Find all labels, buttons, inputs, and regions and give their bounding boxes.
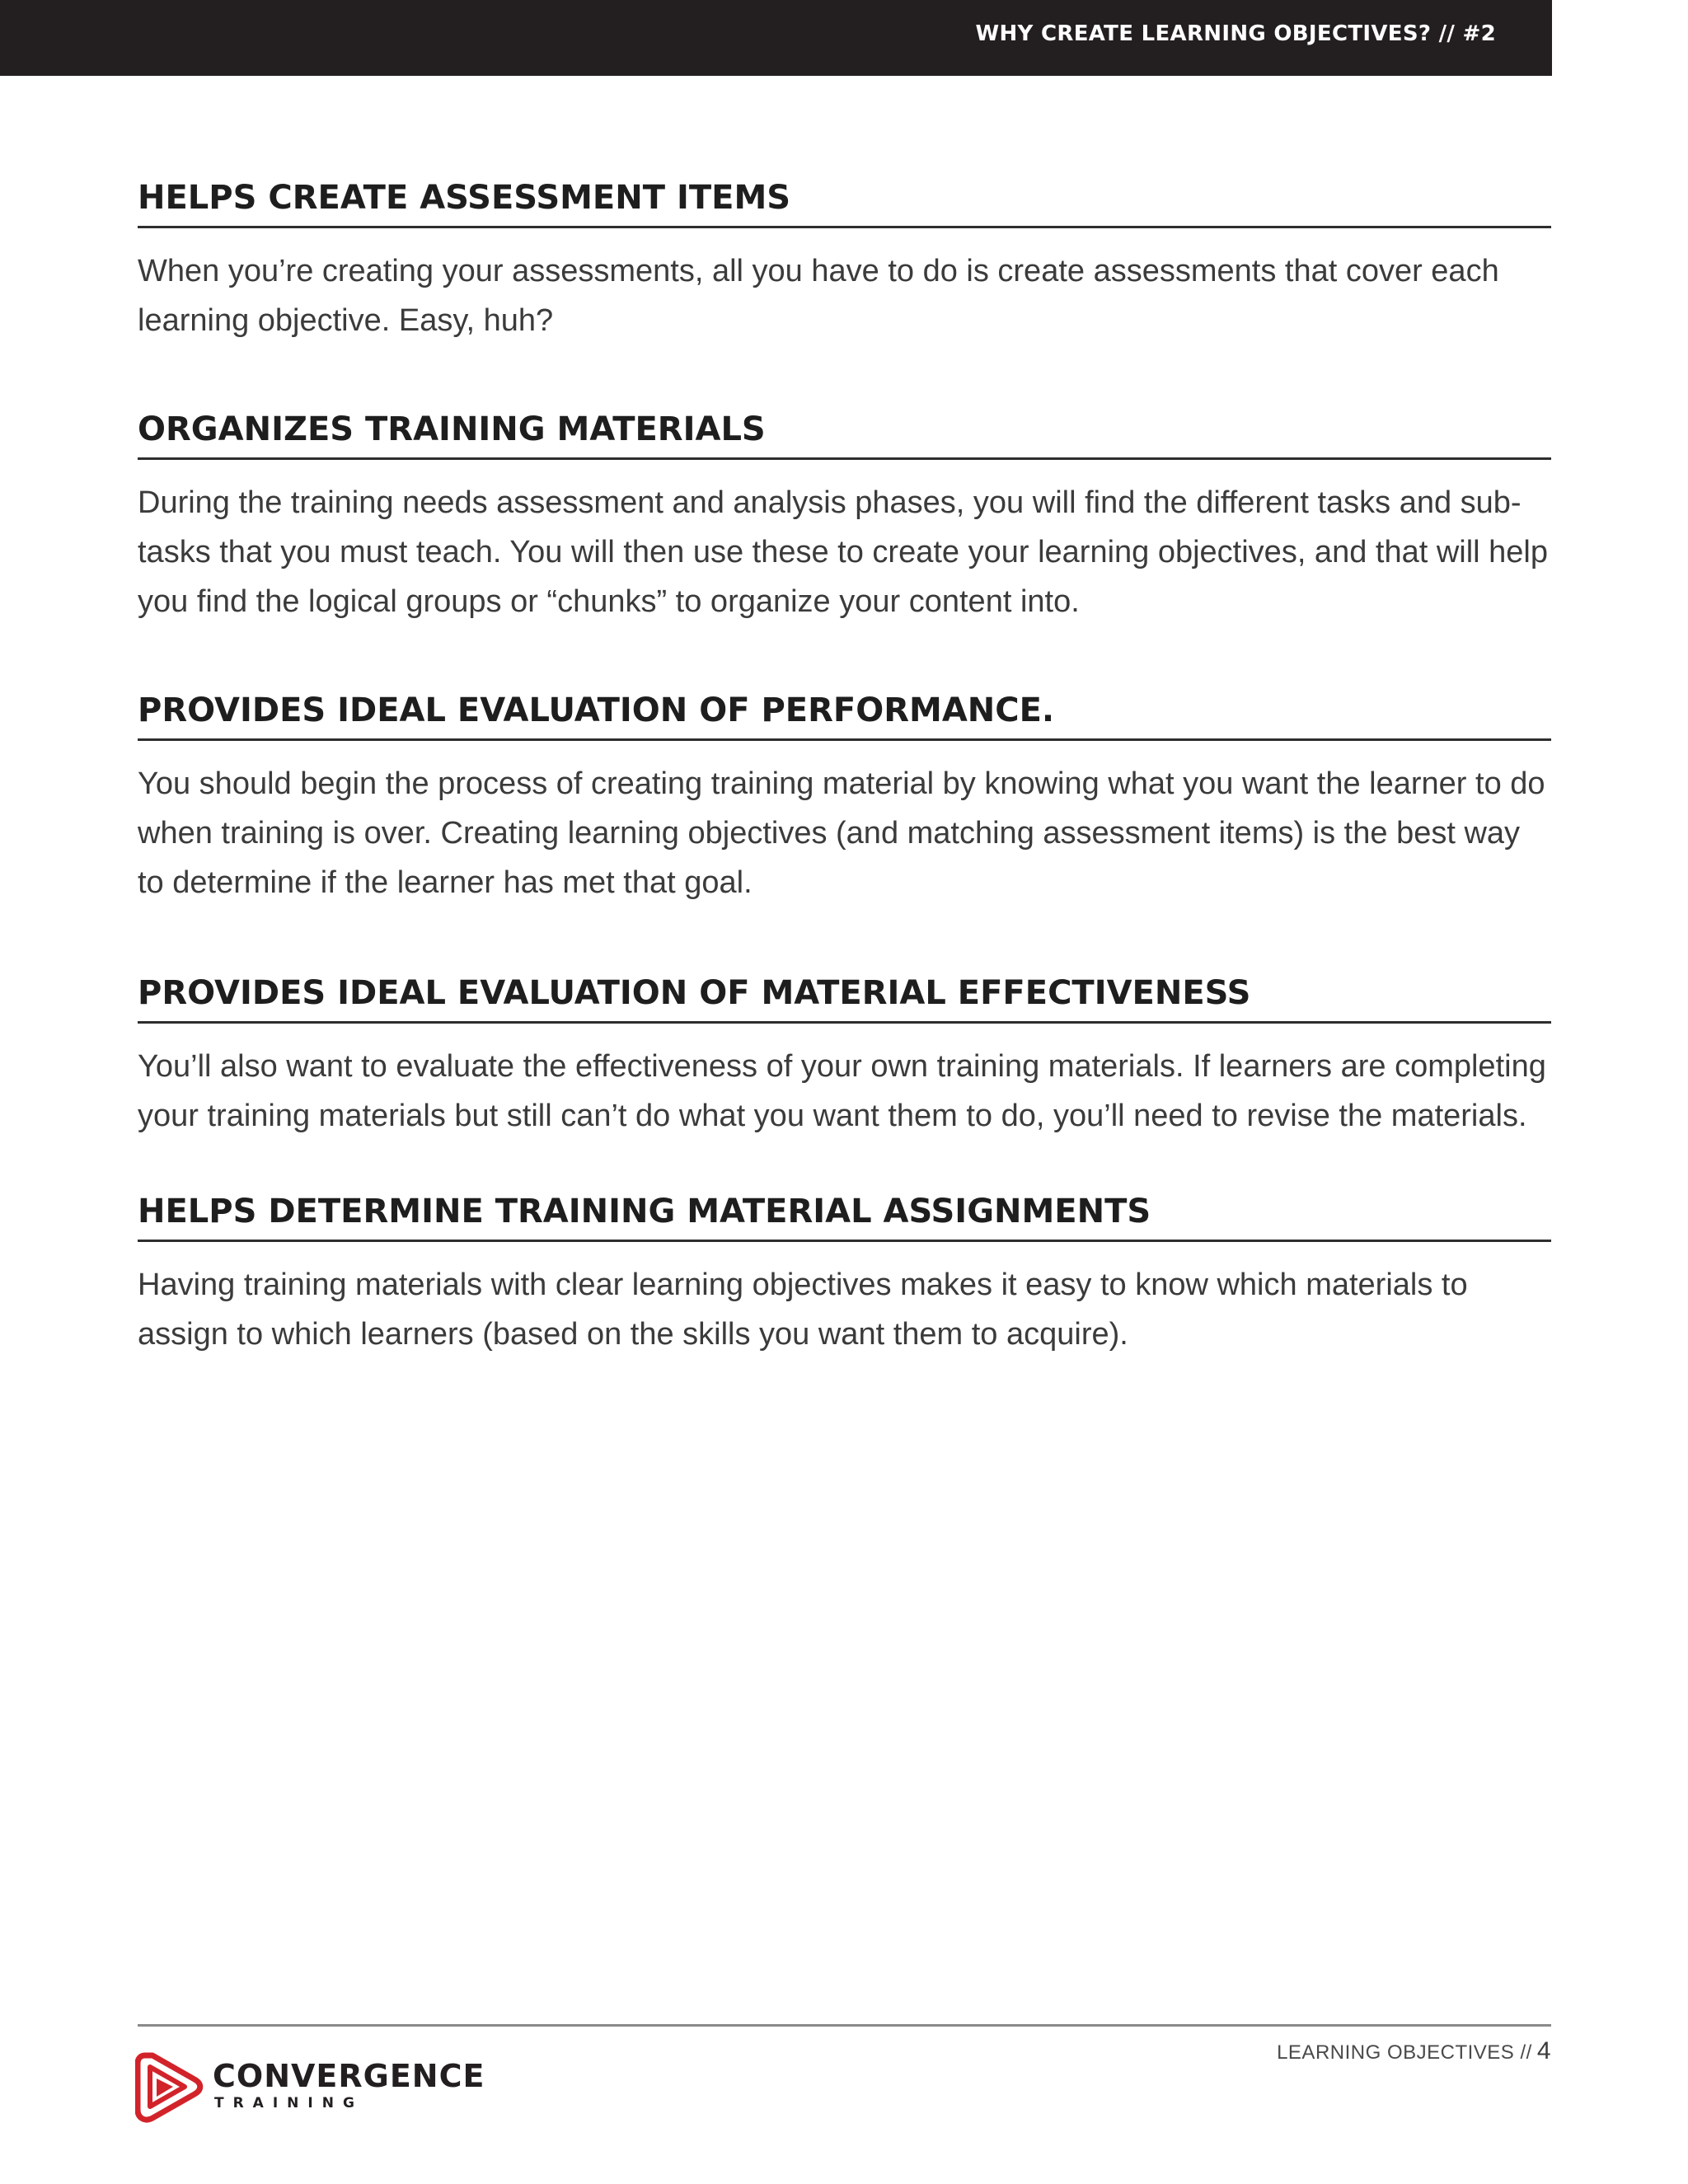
section-body: You should begin the process of creating training material by knowing what you want the learner to do when training is over. Creating learning objectives (and matching assessment items) is the best way to determine if the learner has met that goal.	[138, 766, 1545, 900]
section-evaluation-performance	[138, 691, 1551, 907]
section-spacer	[138, 626, 1551, 691]
convergence-play-logo-icon	[135, 2049, 206, 2125]
section-spacer	[138, 345, 1551, 410]
section-spacer	[138, 1141, 1551, 1192]
section-material-assignments	[138, 1192, 1551, 1359]
section-heading: HELPS DETERMINE TRAINING MATERIAL ASSIGNMENTS	[138, 1192, 1551, 1242]
header-title: WHY CREATE LEARNING OBJECTIVES? // #2	[975, 21, 1496, 46]
section-heading: HELPS CREATE ASSESSMENT ITEMS	[138, 178, 1551, 228]
section-heading: ORGANIZES TRAINING MATERIALS	[138, 410, 1551, 460]
footer-document-title: LEARNING OBJECTIVES //	[1277, 2041, 1532, 2064]
section-body: During the training needs assessment and analysis phases, you will find the different tasks and sub-tasks that you must teach. You will then use these to create your learning objectives, and that will help you find the logical groups or “chunks” to organize your content into.	[138, 485, 1549, 619]
section-heading: PROVIDES IDEAL EVALUATION OF MATERIAL EFFECTIVENESS	[138, 973, 1551, 1024]
section-heading: PROVIDES IDEAL EVALUATION OF PERFORMANCE.	[138, 691, 1551, 741]
logo-wordmark: CONVERGENCE	[213, 2058, 485, 2094]
footer-divider	[138, 2024, 1551, 2027]
header-bar	[0, 0, 1552, 76]
footer-page-label	[1277, 2038, 1551, 2066]
main-content	[138, 178, 1551, 1359]
section-body: You’ll also want to evaluate the effectiveness of your own training materials. If learners are completing your training materials but still can’t do what you want them to do, you’ll need to revise the materials.	[138, 1049, 1546, 1133]
section-spacer	[138, 907, 1551, 973]
section-evaluation-effectiveness	[138, 973, 1551, 1141]
section-body: Having training materials with clear learning objectives makes it easy to know which materials to assign to which learners (based on the skills you want them to acquire).	[138, 1268, 1468, 1352]
section-body: When you’re creating your assessments, all you have to do is create assessments that cover each learning objective. Easy, huh?	[138, 254, 1499, 338]
logo-subtitle: TRAINING	[214, 2095, 363, 2111]
page-number: 4	[1536, 2037, 1551, 2064]
section-training-materials	[138, 410, 1551, 626]
convergence-training-logo	[135, 2049, 485, 2131]
section-assessment-items	[138, 178, 1551, 345]
